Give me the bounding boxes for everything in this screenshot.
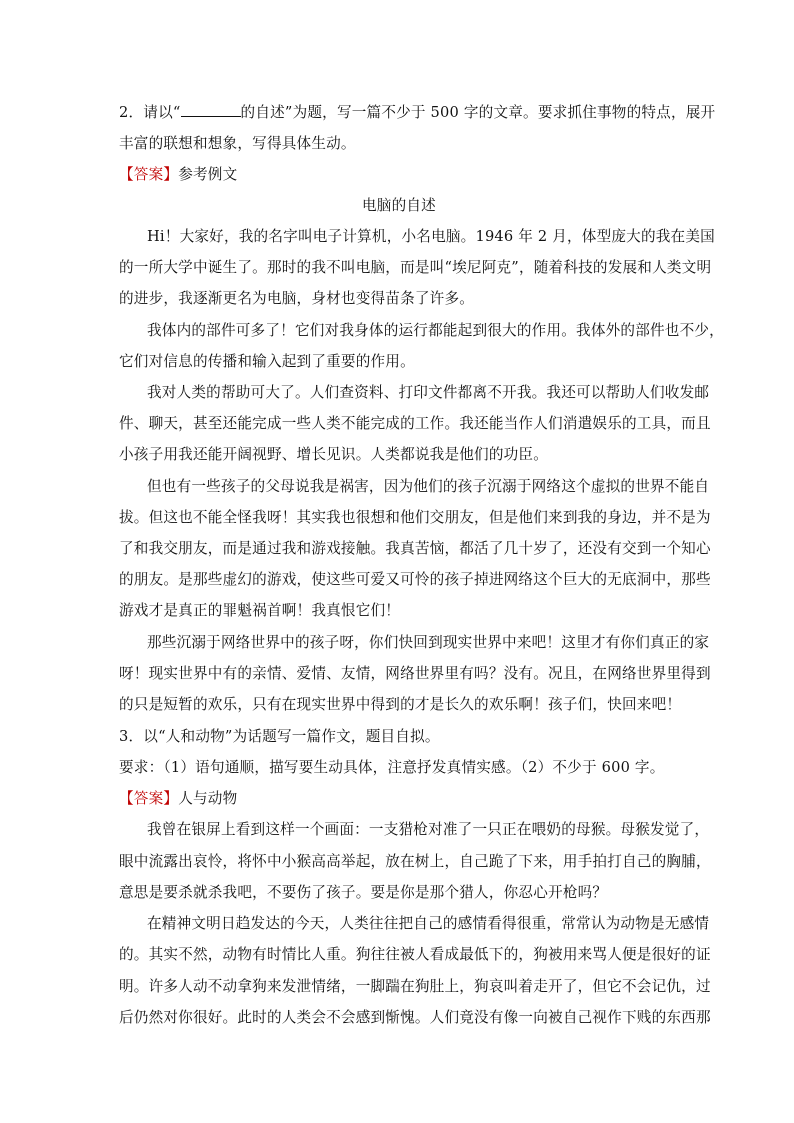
essay-1-line: Hi！大家好，我的名字叫电子计算机，小名电脑。1946 年 2 月，体型庞大的我在美国 <box>147 228 715 245</box>
question-2-line-2: 丰富的联想和想象，写得具体生动。 <box>119 135 356 152</box>
essay-2-line: 在精神文明日趋发达的今天，人类往往把自己的感情看得很重，常常认为动物是无感情 <box>147 915 710 932</box>
question-3-line-2: 要求：（1）语句通顺，描写要生动具体，注意抒发真情实感。（2）不少于 600 字。 <box>119 759 665 776</box>
essay-1-line: 的朋友。是那些虚幻的游戏，使这些可爱又可怜的孩子掉进网络这个巨大的无底洞中，那些 <box>119 571 711 588</box>
answer-2-label: 人与动物 <box>178 790 238 807</box>
essay-1-line: 我对人类的帮助可大了。人们查资料、打印文件都离不开我。我还可以帮助人们收发邮 <box>147 384 710 401</box>
essay-2-line: 的。其实不然，动物有时情比人重。狗往往被人看成最低下的，狗被用来骂人便是很好的证 <box>119 946 711 963</box>
essay-1-line: 那些沉溺于网络世界中的孩子呀，你们快回到现实世界中来吧！这里才有你们真正的家 <box>147 634 710 651</box>
question-3-line-1: 3．以“人和动物”为话题写一篇作文，题目自拟。 <box>119 728 440 745</box>
fill-in-blank <box>181 104 241 117</box>
question-2-line-1 <box>119 103 716 123</box>
question-2-rest: 的自述”为题，写一篇不少于 500 字的文章。要求抓住事物的特点，展开 <box>240 104 716 121</box>
question-2-prefix: 2．请以“ <box>119 104 181 121</box>
essay-1-line: 的进步，我逐渐更名为电脑，身材也变得苗条了许多。 <box>119 290 475 307</box>
essay-1-line: 小孩子用我还能开阔视野、增长见识。人类都说我是他们的功臣。 <box>119 446 549 463</box>
essay-1-line: 拔。但这也不能全怪我呀！其实我也很想和他们交朋友，但是他们来到我的身边，并不是为 <box>119 509 711 526</box>
answer-tag: 【答案】 <box>119 790 179 807</box>
essay-1-line: 件、聊天，甚至还能完成一些人类不能完成的工作。我还能当作人们消遣娱乐的工具，而且 <box>119 415 711 432</box>
answer-1-label: 参考例文 <box>178 166 238 183</box>
essay-2-line: 眼中流露出哀怜，将怀中小猴高高举起，放在树上，自己跪了下来，用手拍打自己的胸脯， <box>119 853 711 870</box>
essay-2-line: 后仍然对你很好。此时的人类会不会感到惭愧。人们竟没有像一向被自己视作下贱的东西那 <box>119 1009 711 1026</box>
answer-2-header <box>119 789 679 809</box>
essay-1-line: 但也有一些孩子的父母说我是祸害，因为他们的孩子沉溺于网络这个虚拟的世界不能自 <box>147 478 710 495</box>
essay-1-line: 它们对信息的传播和输入起到了重要的作用。 <box>119 353 415 370</box>
essay-1-line: 呀！现实世界中有的亲情、爱情、友情，网络世界里有吗？没有。况且，在网络世界里得到 <box>119 665 711 682</box>
essay-2-line: 意思是要杀就杀我吧，不要伤了孩子。要是你是那个猎人，你忍心开枪吗？ <box>119 884 608 901</box>
essay-1-line: 的一所大学中诞生了。那时的我不叫电脑，而是叫“埃尼阿克”，随着科技的发展和人类文明 <box>119 259 712 276</box>
essay-1-line: 游戏才是真正的罪魁祸首啊！我真恨它们！ <box>119 602 401 619</box>
answer-tag: 【答案】 <box>119 166 179 183</box>
essay-1-title: 电脑的自述 <box>362 197 436 214</box>
essay-1-line: 的只是短暂的欢乐，只有在现实世界中得到的才是长久的欢乐啊！孩子们，快回来吧！ <box>119 696 682 713</box>
answer-1-header <box>119 165 679 185</box>
essay-1-line: 我体内的部件可多了！它们对我身体的运行都能起到很大的作用。我体外的部件也不少， <box>147 322 724 339</box>
essay-2-line: 明。许多人动不动拿狗来发泄情绪，一脚踹在狗肚上，狗哀叫着走开了，但它不会记仇，过 <box>119 978 711 995</box>
essay-1-line: 了和我交朋友，而是通过我和游戏接触。我真苦恼，都活了几十岁了，还没有交到一个知心 <box>119 540 711 557</box>
essay-2-line: 我曾在银屏上看到这样一个画面：一支猎枪对准了一只正在喂奶的母猴。母猴发觉了， <box>147 821 710 838</box>
